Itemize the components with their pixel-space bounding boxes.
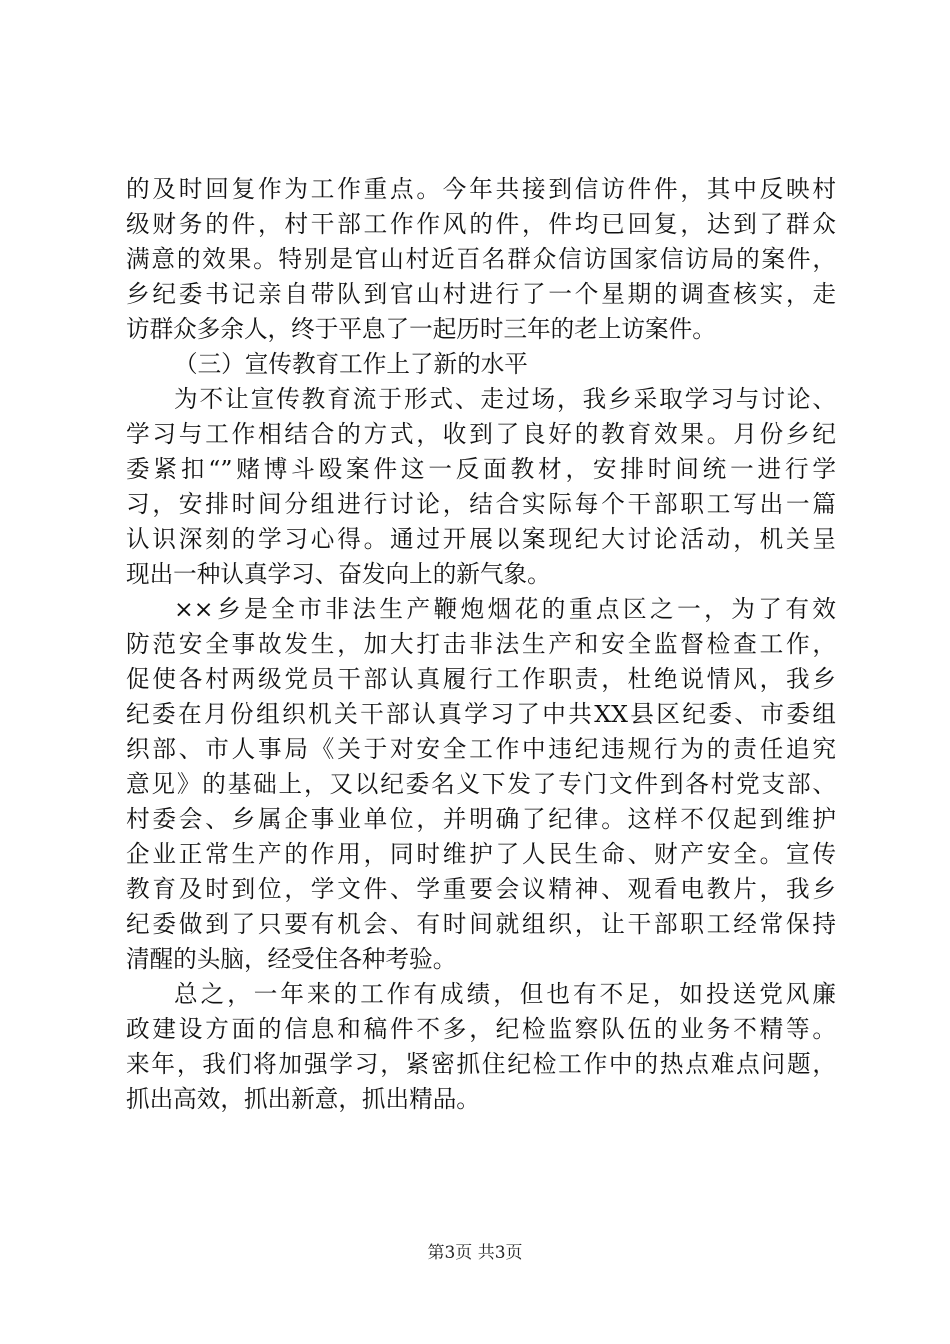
- text-line: 抓出高效，抓出新意，抓出精品。: [126, 1085, 480, 1113]
- text-line: 现出一种认真学习、奋发向上的新气象。: [126, 560, 551, 588]
- text-line: 访群众多余人，终于平息了一起历时三年的老上访案件。: [126, 315, 716, 343]
- text-line: 级财务的件，村干部工作作风的件，件均已回复，达到了群众: [126, 210, 836, 238]
- text-line: 认识深刻的学习心得。通过开展以案现纪大讨论活动，机关呈: [126, 525, 836, 553]
- text-line: 意见》的基础上，又以纪委名义下发了专门文件到各村党支部、: [126, 770, 836, 798]
- page-footer: 第3页 共3页: [427, 1243, 523, 1263]
- text-line: 促使各村两级党员干部认真履行工作职责，杜绝说情风，我乡: [126, 665, 836, 693]
- text-line: 委紧扣“”赌博斗殴案件这一反面教材，安排时间统一进行学: [126, 455, 836, 483]
- text-line: 总之，一年来的工作有成绩，但也有不足，如投送党风廉: [174, 980, 836, 1008]
- text-line: 满意的效果。特别是官山村近百名群众信访国家信访局的案件，: [126, 245, 836, 273]
- text-line: 为不让宣传教育流于形式、走过场，我乡采取学习与讨论、: [174, 385, 836, 413]
- text-line: 织部、市人事局《关于对安全工作中违纪违规行为的责任追究: [126, 735, 836, 763]
- text-line: 纪委在月份组织机关干部认真学习了中共XX县区纪委、市委组: [126, 700, 836, 728]
- text-line: 防范安全事故发生，加大打击非法生产和安全监督检查工作，: [126, 630, 836, 658]
- text-line: 习，安排时间分组进行讨论，结合实际每个干部职工写出一篇: [126, 490, 836, 518]
- text-line: 企业正常生产的作用，同时维护了人民生命、财产安全。宣传: [126, 840, 836, 868]
- text-line: 来年，我们将加强学习，紧密抓住纪检工作中的热点难点问题，: [126, 1050, 836, 1078]
- text-line: 乡纪委书记亲自带队到官山村进行了一个星期的调查核实，走: [126, 280, 836, 308]
- text-line: ××乡是全市非法生产鞭炮烟花的重点区之一，为了有效: [174, 595, 836, 623]
- text-line: 教育及时到位，学文件、学重要会议精神、观看电教片，我乡: [126, 875, 836, 903]
- text-line: 政建设方面的信息和稿件不多，纪检监察队伍的业务不精等。: [126, 1015, 836, 1043]
- section-heading: （三）宣传教育工作上了新的水平: [174, 350, 528, 378]
- text-line: 村委会、乡属企事业单位，并明确了纪律。这样不仅起到维护: [126, 805, 836, 833]
- text-line: 的及时回复作为工作重点。今年共接到信访件件，其中反映村: [126, 175, 836, 203]
- text-line: 纪委做到了只要有机会、有时间就组织，让干部职工经常保持: [126, 910, 836, 938]
- text-line: 清醒的头脑，经受住各种考验。: [126, 945, 457, 973]
- text-line: 学习与工作相结合的方式，收到了良好的教育效果。月份乡纪: [126, 420, 836, 448]
